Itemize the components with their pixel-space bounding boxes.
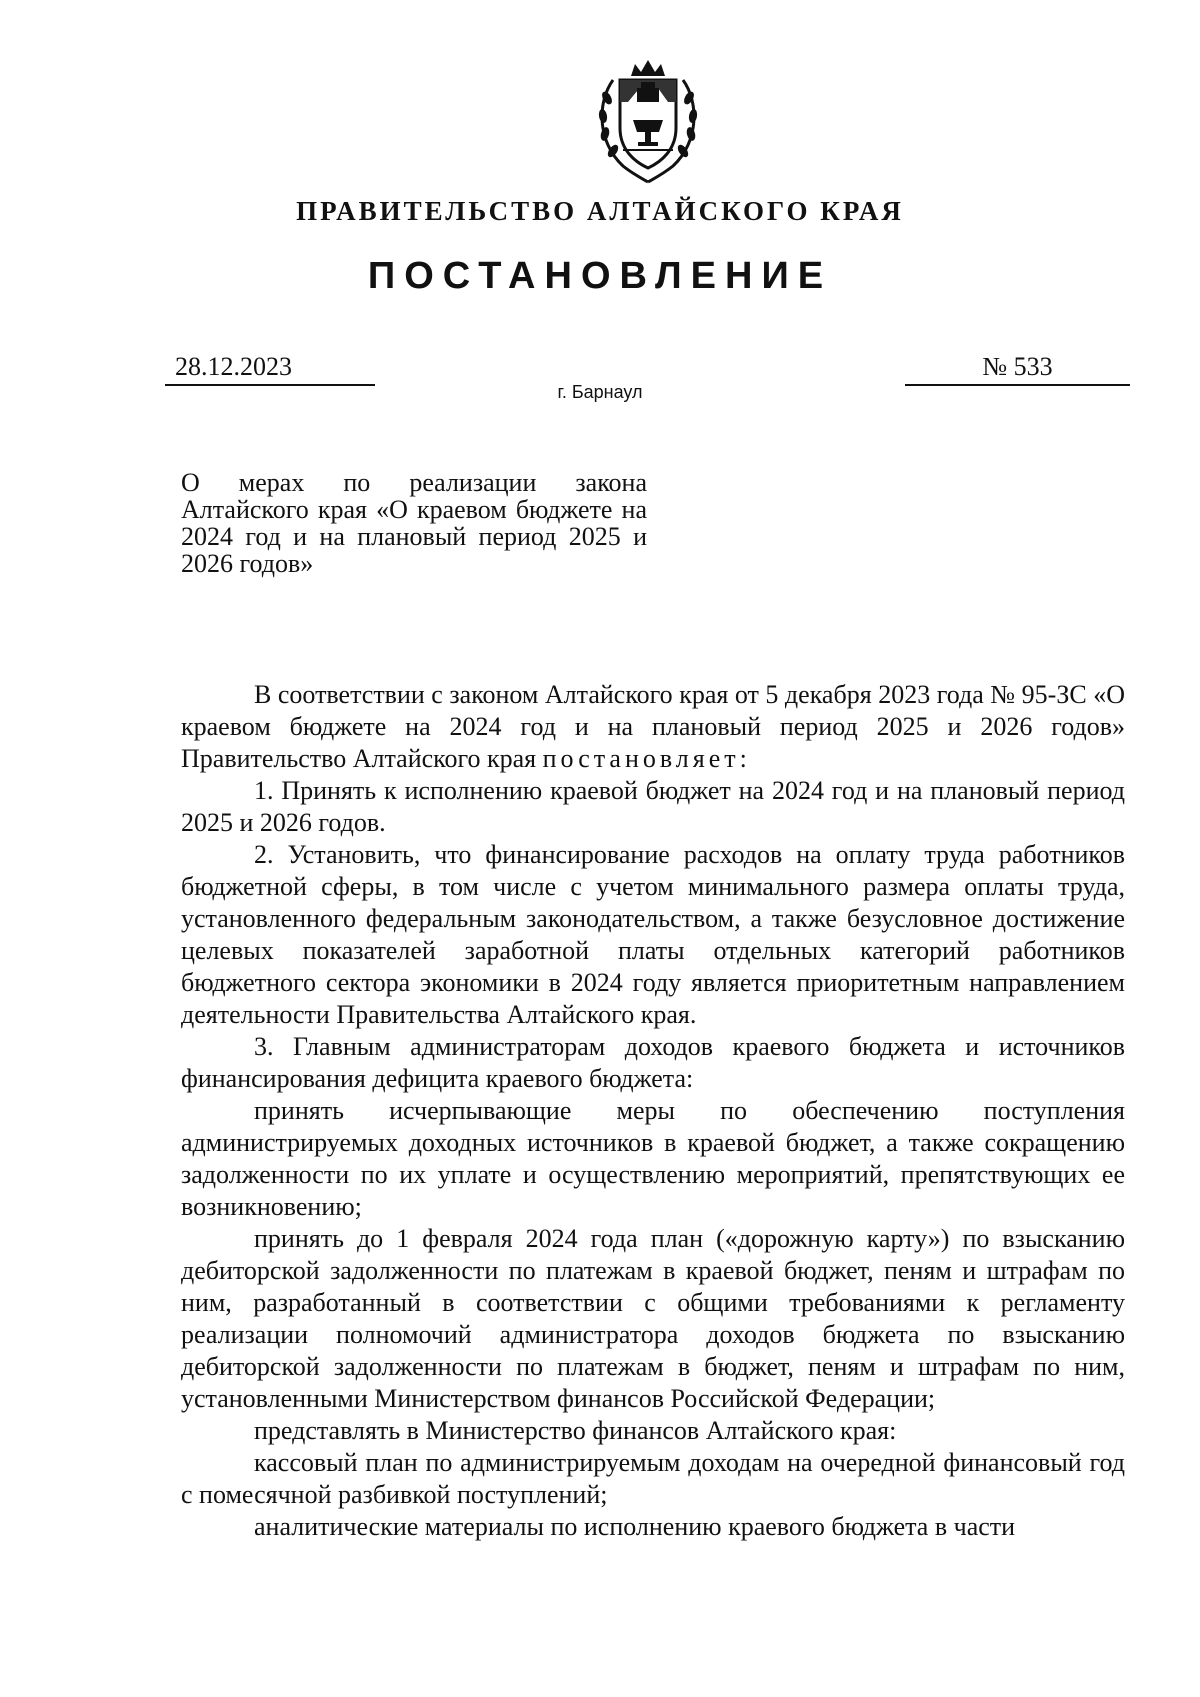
body-paragraph: 2. Установить, что финансирование расходов на оплату труда работников бюджетной сферы, в том числе с учетом минимального размера оплаты труда, установленного федеральным законодательством, а также безусловное достижение целевых показателей заработной платы отдельных категорий работников бюджетного сектора экономики в 2024 году является приоритетным направлением деятельности Правительства Алтайского края.: [181, 840, 1125, 1029]
document-body: [181, 679, 1125, 1543]
preamble-colon: :: [739, 744, 747, 773]
coat-of-arms-icon: [593, 58, 703, 186]
preamble-keyword: постановляет: [542, 744, 740, 773]
body-paragraph: 3. Главным администраторам доходов краевого бюджета и источников финансирования дефицита краевого бюджета:: [181, 1032, 1125, 1093]
document-subject: О мерах по реализации закона Алтайского края «О краевом бюджете на 2024 год и на плановый период 2025 и 2026 годов»: [181, 468, 647, 578]
document-date: 28.12.2023: [165, 352, 375, 386]
body-paragraph: 1. Принять к исполнению краевой бюджет на 2024 год и на плановый период 2025 и 2026 годов.: [181, 776, 1125, 837]
preamble-paragraph: [181, 679, 1125, 775]
document-city: г. Барнаул: [557, 382, 643, 402]
body-paragraph: принять исчерпывающие меры по обеспечению поступления администрируемых доходных источников в краевой бюджет, а также сокращению задолженности по их уплате и осуществлению мероприятий, препятствующих ее возникновению;: [181, 1096, 1125, 1221]
body-paragraph: принять до 1 февраля 2024 года план («дорожную карту») по взысканию дебиторской задолженности по платежам в краевой бюджет, пеням и штрафам по ним, разработанный в соответствии с общими требованиями к регламенту реализации полномочий администратора доходов бюджета по взысканию дебиторской задолженности по платежам в бюджет, пеням и штрафам по ним, установленными Министерством финансов Российской Федерации;: [181, 1224, 1125, 1413]
document-number: № 533: [905, 352, 1130, 386]
document-type-title: ПОСТАНОВЛЕНИЕ: [367, 255, 833, 297]
body-paragraph: аналитические материалы по исполнению краевого бюджета в части: [254, 1512, 1016, 1541]
government-title: ПРАВИТЕЛЬСТВО АЛТАЙСКОГО КРАЯ: [296, 196, 904, 226]
body-paragraph: представлять в Министерство финансов Алтайского края:: [254, 1416, 897, 1445]
preamble-text: В соответствии с законом Алтайского края от 5 декабря 2023 года № 95-ЗС «О краевом бюджете на 2024 год и на плановый период 2025 и 2026 годов» Правительство Алтайского края: [181, 680, 1125, 773]
body-paragraph: кассовый план по администрируемым доходам на очередной финансовый год с помесячной разбивкой поступлений;: [181, 1448, 1125, 1509]
